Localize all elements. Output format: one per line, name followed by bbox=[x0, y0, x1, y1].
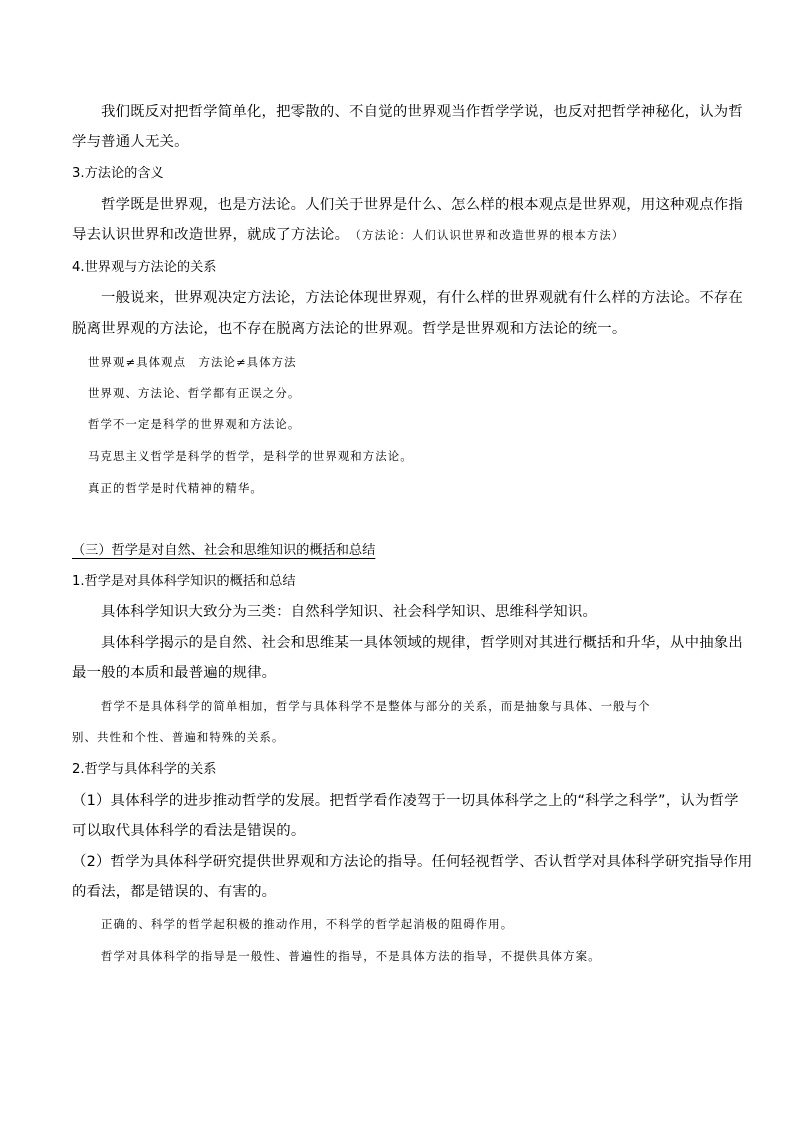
note-line: 世界观、方法论、哲学都有正误之分。 bbox=[88, 386, 301, 400]
note-line: 哲学不是具体科学的简单相加，哲学与具体科学不是整体与部分的关系，而是抽象与具体、一般与个 bbox=[101, 699, 651, 713]
paragraph-line: 最一般的本质和最普遍的规律。 bbox=[72, 665, 277, 681]
paragraph-line: 学与普通人无关。 bbox=[72, 134, 189, 150]
paragraph-line: （2）哲学为具体科学研究提供世界观和方法论的指导。任何轻视哲学、否认哲学对具体科学研究指导作用 bbox=[72, 854, 753, 870]
note-line: 真正的哲学是时代精神的精华。 bbox=[88, 481, 263, 495]
note-line: 马克思主义哲学是科学的哲学，是科学的世界观和方法论。 bbox=[88, 449, 413, 463]
note-line: 哲学对具体科学的指导是一般性、普遍性的指导，不是具体方法的指导，不提供具体方案。 bbox=[101, 949, 601, 963]
note-line: 哲学不一定是科学的世界观和方法论。 bbox=[88, 417, 301, 431]
paragraph-line: 一般说来，世界观决定方法论，方法论体现世界观，有什么样的世界观就有什么样的方法论。不存在 bbox=[101, 290, 743, 306]
section-heading: 1.哲学是对具体科学知识的概括和总结 bbox=[72, 574, 296, 589]
section-heading: 3.方法论的含义 bbox=[72, 166, 164, 181]
paragraph-line: 可以取代具体科学的看法是错误的。 bbox=[72, 823, 306, 839]
paragraph-line: 哲学既是世界观，也是方法论。人们关于世界是什么、怎么样的根本观点是世界观，用这种观点作指 bbox=[101, 197, 743, 213]
subsection-heading: （三）哲学是对自然、社会和思维知识的概括和总结 bbox=[72, 543, 376, 558]
paragraph-text: 导去认识世界和改造世界，就成了方法论。 bbox=[72, 227, 350, 243]
annotation-note: （方法论：人们认识世界和改造世界的根本方法） bbox=[355, 228, 625, 242]
paragraph-line: （1）具体科学的进步推动哲学的发展。把哲学看作凌驾于一切具体科学之上的“科学之科学”，认为哲学 bbox=[72, 793, 739, 809]
paragraph-line bbox=[72, 224, 624, 246]
note-line: 别、共性和个性、普遍和特殊的关系。 bbox=[72, 730, 285, 744]
paragraph-line: 的看法，都是错误的、有害的。 bbox=[72, 884, 277, 900]
paragraph-line: 具体科学揭示的是自然、社会和思维某一具体领域的规律，哲学则对其进行概括和升华，从中抽象出 bbox=[101, 635, 743, 651]
note-line: 世界观≠具体观点 方法论≠具体方法 bbox=[88, 355, 297, 369]
paragraph-line: 我们既反对把哲学简单化，把零散的、不自觉的世界观当作哲学学说，也反对把哲学神秘化，认为哲 bbox=[101, 104, 743, 120]
note-line: 正确的、科学的哲学起积极的推动作用，不科学的哲学起消极的阻碍作用。 bbox=[101, 917, 514, 931]
section-heading: 4.世界观与方法论的关系 bbox=[72, 260, 217, 275]
paragraph-line: 脱离世界观的方法论，也不存在脱离方法论的世界观。哲学是世界观和方法论的统一。 bbox=[72, 321, 627, 337]
paragraph-line: 具体科学知识大致分为三类：自然科学知识、社会科学知识、思维科学知识。 bbox=[101, 604, 598, 620]
section-heading: 2.哲学与具体科学的关系 bbox=[72, 762, 217, 777]
